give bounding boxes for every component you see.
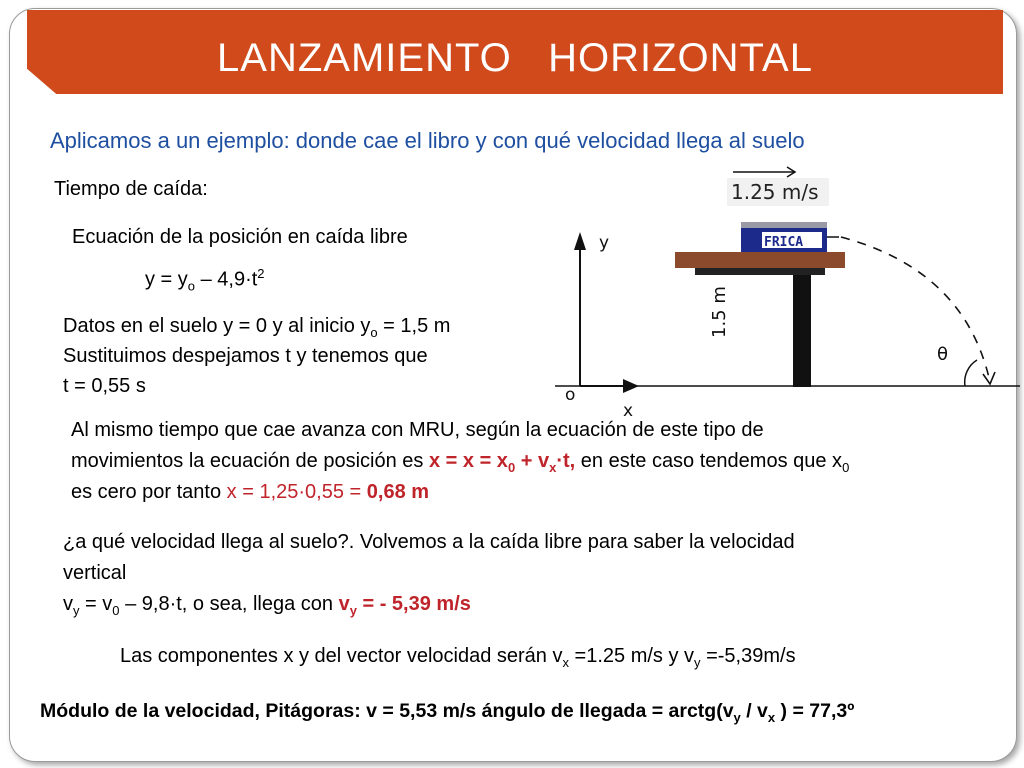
mod-a: Módulo de la velocidad, Pitágoras: v = 5,53 m/s ángulo de llegada = arctg(v [40,700,734,722]
tiempo-caida-heading: Tiempo de caída: [54,178,208,200]
vel-3-result [338,593,471,618]
mru-formula-c: ·t, [556,450,576,472]
comp-sub-x: x [562,655,569,670]
y-axis-label: y [599,233,610,253]
eq-sup-2: 2 [257,266,265,281]
book-label: FRICA [764,235,804,250]
height-label: 1.5 m [709,286,730,338]
velocidad-line-2: vertical [63,562,127,584]
mru-3-result: 0,68 m [366,481,430,503]
mru-line-1: Al mismo tiempo que cae avanza con MRU, según la ecuación de este tipo de [71,419,764,441]
componentes-line [120,645,796,670]
angle-label: θ [937,344,949,365]
mru-line-3 [71,481,429,504]
speed-label: 1.25 m/s [731,180,819,204]
eq-mid: – 4,9·t [195,268,258,291]
datos-line-1 [63,315,450,340]
datos-1a: Datos en el suelo y = 0 y al inicio y [63,315,371,337]
trajectory-arrow [983,372,995,384]
vel-3-a: = v [79,593,113,615]
mru-3-calc: x = 1,25·0,55 = [226,481,367,503]
modulo-line [40,700,854,725]
mru-line-2 [71,450,849,475]
mru-2a: movimientos la ecuación de posición es [71,450,429,472]
mod-sub-y: y [733,709,741,725]
mod-b: / v [740,700,768,722]
vel-3-v: v [63,593,73,615]
slide-title: LANZAMIENTO HORIZONTAL [217,36,813,80]
trajectory-path [841,237,990,382]
mru-formula-a: x = x = x [428,450,508,472]
angle-arc [965,360,977,386]
vel-3-red-v: v [338,593,350,615]
mru-formula-b: + v [515,450,550,472]
mru-3a: es cero por tanto [71,481,227,503]
mru-formula-subx: x [549,460,557,475]
origin-label: o [565,385,576,405]
vel-3-red-b: = - 5,39 m/s [356,593,471,615]
table-top [675,252,845,268]
vel-3-b: – 9,8·t, o sea, llega con [119,593,339,615]
comp-sub-y: y [694,655,701,670]
eq-y: y = y [145,268,188,291]
datos-line-3: t = 0,55 s [63,375,146,397]
subtitle: Aplicamos a un ejemplo: donde cae el libro y con qué velocidad llega al suelo [50,128,805,153]
mru-2b: en este caso tendemos que x [575,450,843,472]
mru-formula-sub0: 0 [507,460,516,475]
datos-line-2: Sustituimos despejamos t y tenemos que [63,345,428,367]
mru-2-sub0: 0 [842,460,850,475]
ecuacion-caida-libre [145,266,265,294]
ecuacion-label: Ecuación de la posición en caída libre [72,226,408,248]
table-rail [695,268,825,275]
x-axis-label: x [623,401,634,421]
velocidad-line-3 [63,593,471,618]
comp-c: =-5,39m/s [700,645,796,667]
vel-3-sub-y: y [73,603,80,618]
datos-1-sub: o [370,325,378,340]
datos-1b: = 1,5 m [377,315,451,337]
vel-3-sub-0: 0 [112,603,120,618]
book-spine-top [741,222,827,228]
mod-c: ) = 77,3º [775,700,855,722]
vel-3-red-sub: y [349,603,357,618]
comp-b: =1.25 m/s y v [568,645,695,667]
mod-sub-x: x [767,709,776,725]
projectile-diagram [555,160,1020,422]
y-axis-arrow [574,232,586,250]
table-leg [793,275,811,387]
mru-formula [428,450,576,475]
velocidad-line-1: ¿a qué velocidad llega al suelo?. Volvemos a la caída libre para saber la velocidad [63,531,795,553]
eq-sub-o: o [187,278,196,294]
comp-a: Las componentes x y del vector velocidad serán v [120,645,563,667]
